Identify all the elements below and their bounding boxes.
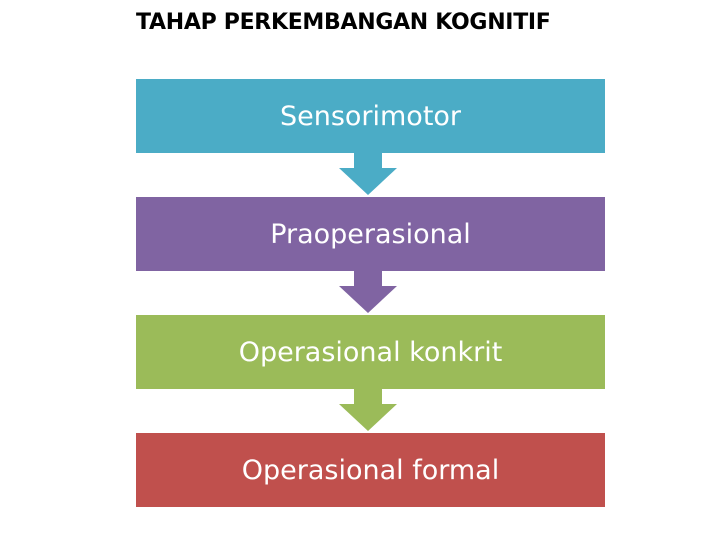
diagram-title: TAHAP PERKEMBANGAN KOGNITIF: [136, 10, 551, 35]
down-arrow-icon: [339, 389, 397, 431]
stage-label: Operasional konkrit: [238, 336, 503, 368]
stage-praoperasional: [136, 197, 605, 271]
stage-operasional-formal: [136, 433, 605, 507]
stage-sensorimotor: [136, 79, 605, 153]
stage-label: Sensorimotor: [279, 100, 462, 132]
stage-operasional-konkrit: [136, 315, 605, 389]
stage-label: Operasional formal: [241, 454, 500, 486]
down-arrow-icon: [339, 153, 397, 195]
down-arrow-icon: [339, 271, 397, 313]
stage-label: Praoperasional: [270, 218, 471, 250]
